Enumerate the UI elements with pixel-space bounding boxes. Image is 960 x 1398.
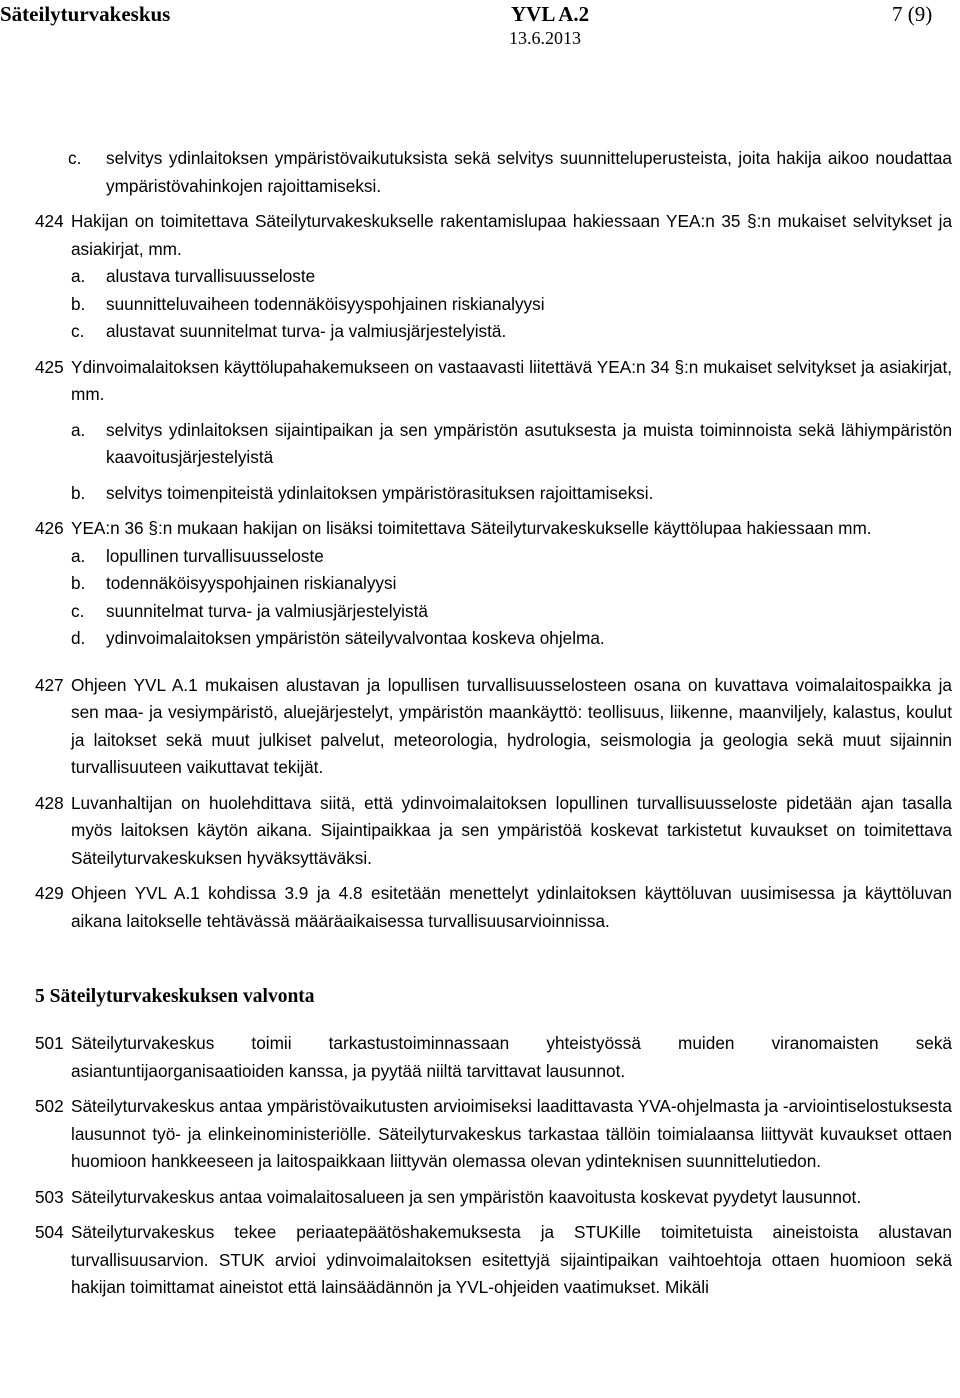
list-item-text: suunnitelmat turva- ja valmiusjärjestelyistä [106,600,428,621]
paragraph-426 [0,515,960,543]
list-item-text: todennäköisyyspohjainen riskianalyysi [106,573,397,593]
paragraph-424 [0,208,960,263]
section-heading: 5 Säteilyturvakeskuksen valvonta [35,986,315,1007]
paragraph-428 [0,790,960,873]
header-page-number: 7 (9) [892,2,933,26]
paragraph-text: Hakijan on toimitettava Säteilyturvakeskukselle rakentamislupaa hakiessaan YEA:n 35 §:n mukaiset selvitykset ja asiakirjat, mm. [71,211,952,259]
header-date: 13.6.2013 [509,28,581,48]
paragraph-503 [0,1184,960,1212]
list-item [0,291,960,319]
paragraph-text: Ydinvoimalaitoksen käyttölupahakemukseen on vastaavasti liitettävä YEA:n 34 §:n mukaiset selvitykset ja asiakirjat, mm. [71,356,952,404]
paragraph-427 [0,672,960,782]
paragraph-text: Säteilyturvakeskus tekee periaatepäätöshakemuksesta ja STUKille toimitetuista aineistoista alustavan turvallisuusarvion. STUK arvioi ydinvoimalaitoksen esitettyjä sijaintipaikan vaihtoehtoja ottaen huomioon sekä hakijan toimittamat aineistot että lainsäädännön ja YVL-ohjeiden vaatimukset. Mikäli [71,1222,952,1297]
list-item-letter: a. [71,545,86,566]
paragraph-number: 504 [35,1222,64,1242]
list-item [0,318,960,346]
list-item-letter: c. [71,600,85,621]
document-body [0,145,960,1302]
list-item [0,263,960,291]
paragraph-number: 501 [35,1033,64,1053]
page-header [0,0,960,50]
paragraph-number: 429 [35,883,64,903]
list-item [0,625,960,653]
paragraph-text: Säteilyturvakeskus antaa voimalaitosalueen ja sen ympäristön kaavoitusta koskevat pyydetyt lausunnot. [71,1186,862,1207]
list-item-letter: a. [71,266,86,286]
paragraph-501 [0,1030,960,1085]
paragraph-504 [0,1219,960,1302]
list-item [0,480,960,508]
list-item-text: alustavat suunnitelmat turva- ja valmiusjärjestelyistä. [106,321,507,341]
list-item [0,570,960,598]
paragraph-number: 425 [35,356,64,377]
header-guide-code: YVL A.2 [511,2,590,26]
list-item-letter: a. [71,419,86,440]
list-item-text: suunnitteluvaiheen todennäköisyyspohjainen riskianalyysi [106,293,545,314]
list-item [0,598,960,626]
paragraph-429 [0,880,960,935]
list-item-letter: b. [71,482,86,503]
list-item-text: selvitys ydinlaitoksen sijaintipaikan ja sen ympäristön asutuksesta ja muista toiminnoista sekä lähiympäristön kaavoitusjärjestelyistä [106,419,952,467]
paragraph-number: 426 [35,518,64,538]
paragraph-502 [0,1093,960,1176]
list-item-text: lopullinen turvallisuusseloste [106,545,324,566]
list-item-letter: b. [71,293,86,314]
list-item-letter: c. [71,321,85,341]
paragraph-425 [0,354,960,409]
list-item-text: selvitys toimenpiteistä ydinlaitoksen ympäristörasituksen rajoittamiseksi. [106,482,654,503]
list-item-text: selvitys ydinlaitoksen ympäristövaikutuksista sekä selvitys suunnitteluperusteista, joita hakija aikoo noudattaa ympäristövahinkojen rajoittamiseksi. [106,148,952,196]
paragraph-number: 424 [35,211,64,231]
paragraph-text: YEA:n 36 §:n mukaan hakijan on lisäksi toimitettava Säteilyturvakeskukselle käyttölupaa hakiessaan mm. [71,518,872,538]
paragraph-text: Säteilyturvakeskus toimii tarkastustoiminnassaan yhteistyössä muiden viranomaisten sekä asiantuntijaorganisaatioiden kanssa, ja pyytää niiltä tarvittavat lausunnot. [71,1033,952,1081]
paragraph-number: 427 [35,674,64,695]
list-item [0,543,960,571]
list-item-letter: c. [68,148,82,168]
paragraph-number: 502 [35,1096,64,1116]
paragraph-number: 428 [35,792,64,813]
paragraph-text: Ohjeen YVL A.1 mukaisen alustavan ja lopullisen turvallisuusselosteen osana on kuvattava voimalaitospaikka ja sen maa- ja vesiympäristö, aluejärjestelyt, ympäristön maankäyttö: teollisuus, liikenne, maanviljely, kalastus, koulut ja laitokset sekä muut julkiset palvelut, meteorologia, hydrologia, seismologia ja geologia sekä muut sijainnin turvallisuuteen vaikuttavat tekijät. [71,674,952,777]
list-item-letter: b. [71,573,86,593]
paragraph-text: Ohjeen YVL A.1 kohdissa 3.9 ja 4.8 esitetään menettelyt ydinlaitoksen käyttöluvan uusimisessa ja käyttöluvan aikana laitokselle tehtävässä määräaikaisessa turvallisuusarvioinnissa. [71,883,952,931]
paragraph-text: Luvanhaltijan on huolehdittava siitä, että ydinvoimalaitoksen lopullinen turvallisuusseloste pidetään ajan tasalla myös laitoksen käytön aikana. Sijaintipaikkaa ja sen ympäristöä koskevat tarkistetut kuvaukset on toimitettava Säteilyturvakeskuksen hyväksyttäväksi. [71,792,952,868]
paragraph-text: Säteilyturvakeskus antaa ympäristövaikutusten arvioimiseksi laadittavasta YVA-ohjelmasta ja -arviointiselostuksesta lausunnot työ- ja elinkeinoministeriölle. Säteilyturvakeskus tarkastaa tällöin toimialaansa liittyvät kuvaukset ottaen huomioon hankkeeseen ja laitospaikkaan liittyvän olemassa olevan ydinteknisen suunnittelutiedon. [71,1096,952,1171]
list-item [0,145,960,200]
list-item-text: alustava turvallisuusseloste [106,266,316,286]
list-item [0,417,960,472]
list-item-text: ydinvoimalaitoksen ympäristön säteilyvalvontaa koskeva ohjelma. [106,628,605,648]
header-organization: Säteilyturvakeskus [0,2,171,26]
paragraph-number: 503 [35,1186,64,1207]
list-item-letter: d. [71,628,86,648]
